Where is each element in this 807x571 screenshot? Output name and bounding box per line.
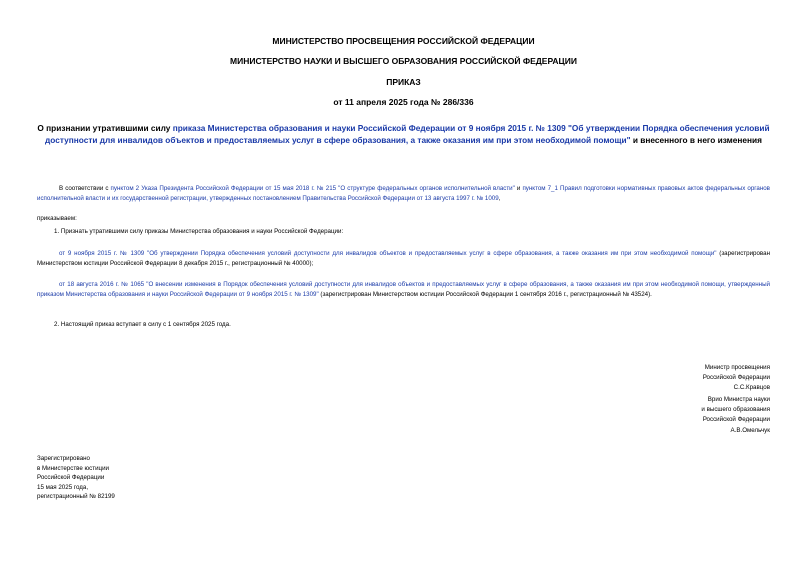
preamble-paragraph xyxy=(37,184,770,204)
signature-2-position-cont: и высшего образования xyxy=(701,406,770,414)
sub-item-1-suffix: (зарегистрирован Министерством юстиции Российской Федерации 8 декабря 2015 г., регистрационный № 40000); xyxy=(37,250,771,267)
preamble-link-rules[interactable]: пунктом 7_1 Правил подготовки нормативных правовых актов федеральных органов исполнительной власти и их государственной регистрации, утвержденных постановлением Правительства Российской Федерации от 13 августа 1997 г. № 1009 xyxy=(37,185,770,202)
document-date-number: от 11 апреля 2025 года № 286/336 xyxy=(333,97,474,107)
order-word: приказываем: xyxy=(37,215,77,222)
signature-2-country: Российской Федерации xyxy=(702,416,770,424)
registration-line-5: регистрационный № 82199 xyxy=(37,493,115,501)
registration-line-2: в Министерстве юстиции xyxy=(37,464,110,472)
ministry-title-1: МИНИСТЕРСТВО ПРОСВЕЩЕНИЯ РОССИЙСКОЙ ФЕДЕРАЦИИ xyxy=(272,36,535,46)
document-title xyxy=(30,123,777,146)
sub-item-1-link[interactable]: от 9 ноября 2015 г. № 1309 "Об утверждении Порядка обеспечения условий доступности для инвалидов объектов и предоставляемых услуг в сфере образования, а также оказания им при этом необходимой помощи" xyxy=(59,250,717,257)
signature-1-name: С.С.Кравцов xyxy=(733,384,770,392)
signature-2-position: Врио Министра науки xyxy=(707,396,770,403)
preamble-prefix: В соответствии с xyxy=(59,185,111,192)
item-1: 1. Признать утратившими силу приказы Министерства образования и науки Российской Федерации: xyxy=(54,228,344,235)
registration-line-1: Зарегистрировано xyxy=(37,455,90,462)
document-type: ПРИКАЗ xyxy=(386,77,421,87)
preamble-middle: и xyxy=(514,185,523,192)
signature-1-country: Российской Федерации xyxy=(702,374,770,382)
registration-line-4: 15 мая 2025 года, xyxy=(37,483,89,491)
signature-1-position: Министр просвещения xyxy=(704,364,770,371)
signature-2-name: А.В.Омельчук xyxy=(730,426,770,434)
title-prefix: О признании утратившими силу xyxy=(37,123,173,133)
registration-block xyxy=(37,454,115,502)
signature-block-science xyxy=(701,395,770,436)
signature-block-education xyxy=(703,363,770,394)
sub-item-2-suffix: (зарегистрирован Министерством юстиции Российской Федерации 1 сентября 2016 г., регистрационный № 43524). xyxy=(318,291,652,298)
sub-item-2-link[interactable]: от 18 августа 2016 г. № 1065 "О внесении изменения в Порядок обеспечения условий доступности для инвалидов объектов и предоставляемых услуг в сфере образования, а также оказания им при этом необходимой помощи, утвержденный приказом Министерства образования и науки Российской Федерации от 9 ноября 2015 г. № 1309" xyxy=(37,281,770,298)
preamble-suffix: , xyxy=(498,195,501,202)
sub-item-1 xyxy=(37,249,770,269)
title-link[interactable]: приказа Министерства образования и науки Российской Федерации от 9 ноября 2015 г. № 1309 "Об утверждении Порядка обеспечения условий доступности для инвалидов объектов и предоставляемых услуг в сфере образования, а также оказания им при этом необходимой помощи" xyxy=(45,123,770,145)
preamble-link-decree[interactable]: пунктом 2 Указа Президента Российской Федерации от 15 мая 2018 г. № 215 "О структуре федеральных органов исполнительной власти" xyxy=(110,185,515,192)
registration-line-3: Российской Федерации xyxy=(37,474,105,482)
item-2: 2. Настоящий приказ вступает в силу с 1 сентября 2025 года. xyxy=(54,321,231,328)
ministry-title-2: МИНИСТЕРСТВО НАУКИ И ВЫСШЕГО ОБРАЗОВАНИЯ РОССИЙСКОЙ ФЕДЕРАЦИИ xyxy=(230,56,577,66)
sub-item-2 xyxy=(37,280,770,300)
title-suffix: и внесенного в него изменения xyxy=(630,134,762,145)
